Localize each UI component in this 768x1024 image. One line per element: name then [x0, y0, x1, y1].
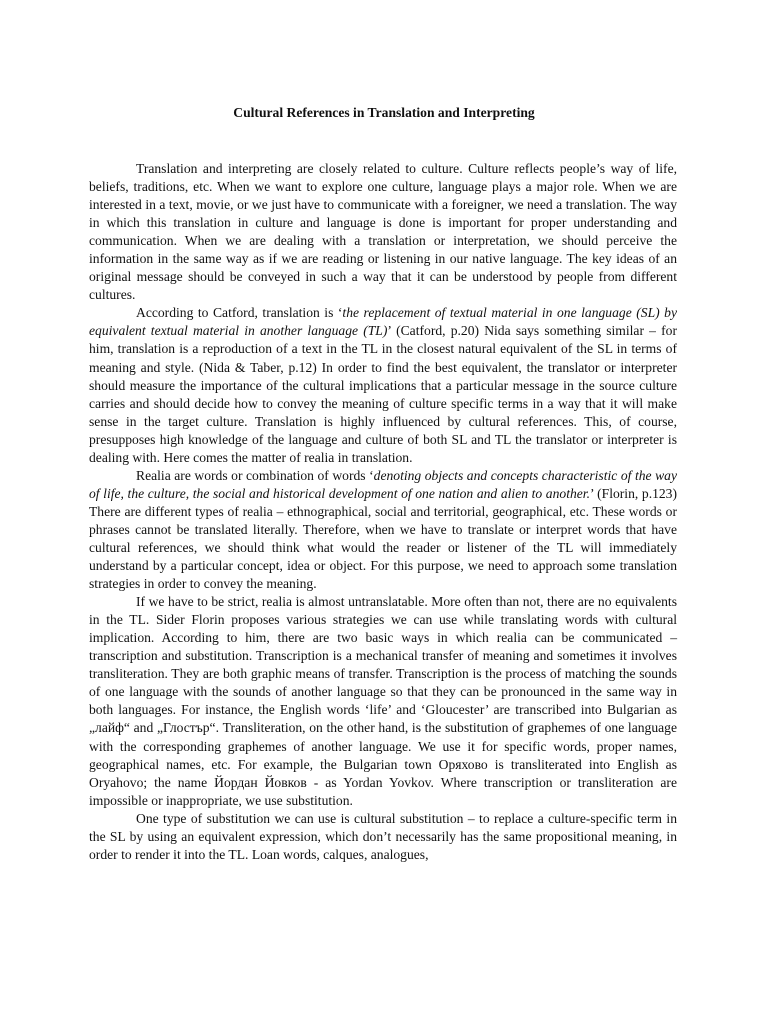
- body-paragraph: [89, 467, 677, 593]
- paragraph-text: Translation and interpreting are closely related to culture. Culture reflects people’s way of life, beliefs, traditions, etc. When we want to explore one culture, language plays a major role. When we are interested in a text, movie, or we just have to communicate with a foreigner, we need a translation. The way in which this translation in culture and language is done is important for proper understanding and communication. When we are dealing with a translation or interpretation, we should perceive the information in the same way as if we are reading or listening in our native language. The key ideas of an original message should be conveyed in such a way that it can be understood by people from different cultures.: [89, 161, 677, 303]
- paragraph-text: According to Catford, translation is ‘: [136, 305, 343, 321]
- italic-quote-text: denoting objects and concepts characteristic of the way of life, the culture, the social and historical development of one nation and alien to another.: [89, 467, 677, 501]
- document-title: Cultural References in Translation and Interpreting: [233, 105, 535, 120]
- body-paragraph: [89, 160, 677, 304]
- body-paragraph: [89, 593, 677, 810]
- body-paragraph: [89, 304, 677, 466]
- paragraph-text: If we have to be strict, realia is almost untranslatable. More often than not, there are no equivalents in the TL. Sider Florin proposes various strategies we can use while translating words with cultural implication. According to him, there are two basic ways in which realia can be communicated – transcription and substitution. Transcription is a mechanical transfer of meaning and sometimes it involves transliteration. They are both graphic means of transfer. Transcription is the process of matching the sounds of one language with the sounds of another language so that they can be pronounced in the same way in both languages. For instance, the English words ‘life’ and ‘Gloucester’ are transcribed into Bulgarian as „лайф“ and „Глостър“. Transliteration, on the other hand, is the substitution of graphemes of one language with the corresponding graphemes of another language. We use it for specific words, proper names, geographical names, etc. For example, the Bulgarian town Оряхово is transliterated into English as Oryahovo; the name Йордан Йовков - as Yordan Yovkov. Where transcription or transliteration are impossible or inappropriate, we use substitution.: [89, 594, 677, 808]
- paragraph-text: Realia are words or combination of words ‘: [136, 467, 374, 483]
- document-body: [89, 160, 677, 864]
- paragraph-text: ’ (Florin, p.123) There are different types of realia – ethnographical, social and territorial, geographical, etc. These words or phrases cannot be translated literally. Therefore, when we have to translate or interpret words that have cultural references, we should think what would the reader or listener of the TL will immediately understand by a particular concept, idea or object. For this purpose, we need to approach some translation strategies in order to convey the meaning.: [89, 485, 678, 592]
- italic-quote-text: the replacement of textual material in one language (SL) by equivalent textual material in another language (TL): [89, 305, 677, 339]
- body-paragraph: [89, 810, 677, 864]
- paragraph-text: One type of substitution we can use is cultural substitution – to replace a culture-specific term in the SL by using an equivalent expression, which don’t necessarily has the same propositional meaning, in order to render it into the TL. Loan words, calques, analogues,: [89, 810, 677, 862]
- paragraph-text: ’ (Catford, p.20) Nida says something similar – for him, translation is a reproduction of a text in the TL in the closest natural equivalent of the SL in terms of meaning and style. (Nida & Taber, p.12) In order to find the best equivalent, the translator or interpreter should measure the importance of the cultural implications that a particular message in the source culture carries and should decide how to convey the meaning of culture specific terms in a way that it will make sense in the target culture. Translation is highly influenced by cultural references. This, of course, presupposes high knowledge of the language and culture of both SL and TL the translator or interpreter is dealing with. Here comes the matter of realia in translation.: [89, 323, 677, 465]
